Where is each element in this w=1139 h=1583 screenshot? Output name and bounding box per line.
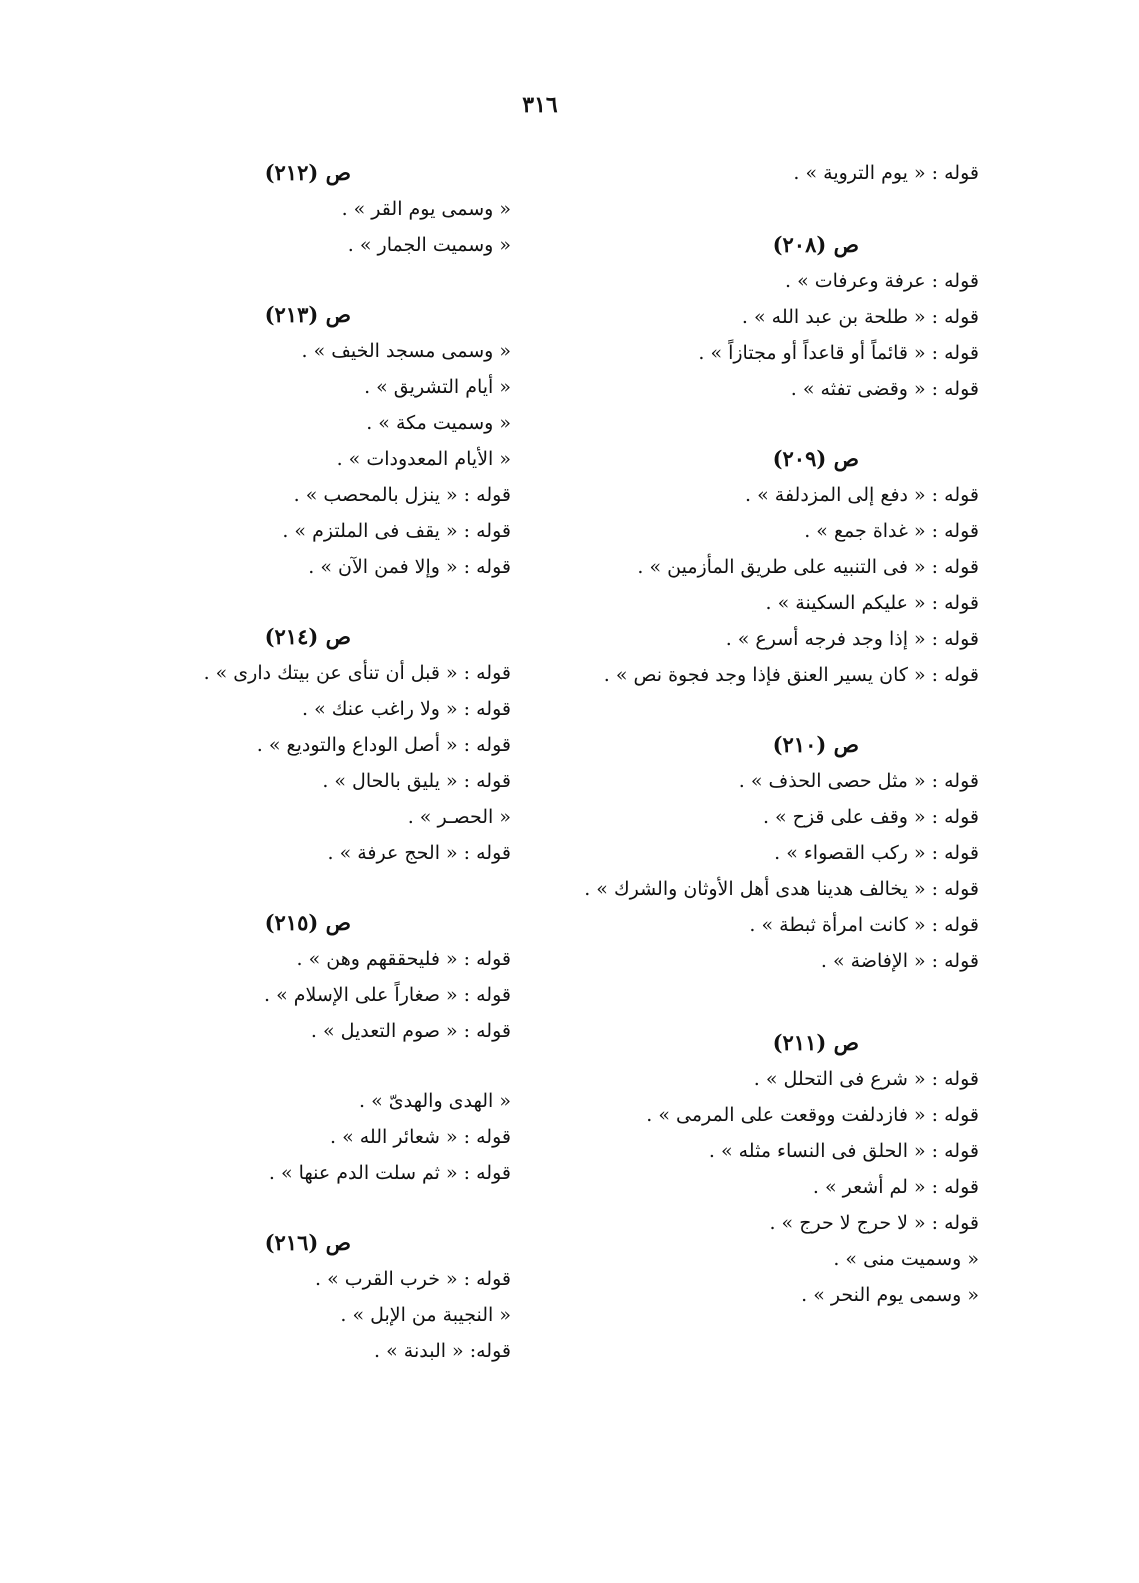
- entry-line: قوله : « صغاراً على الإسلام » .: [264, 984, 511, 1006]
- section-heading-211: ص (٢١١): [772, 1030, 859, 1055]
- entry-line: قوله : « شرع فى التحلل » .: [753, 1068, 979, 1090]
- entry-line: « الحصـر » .: [407, 806, 511, 828]
- entry-line: قوله : « كانت امرأة ثبطة » .: [749, 914, 979, 936]
- entry-line: قوله : « لم أشعر » .: [812, 1176, 979, 1198]
- section-heading-215: ص (٢١٥): [264, 910, 351, 935]
- entry-line: قوله : « قائماً أو قاعداً أو مجتازاً » .: [698, 342, 979, 364]
- entry-line: « الهدى والهدىّ » .: [359, 1090, 511, 1112]
- entry-line: قوله : « ينزل بالمحصب » .: [293, 484, 511, 506]
- entry-line: قوله : « فى التنبيه على طريق المأزمين » .: [637, 556, 979, 578]
- intro-line: قوله : « يوم التروية » .: [793, 162, 979, 184]
- entry-line: « وسميت الجمار » .: [347, 234, 511, 256]
- entry-line: قوله : « يخالف هدينا هدى أهل الأوثان والشرك » .: [584, 878, 979, 900]
- left-column: [151, 155, 511, 1369]
- entry-line: قوله : « يقف فى الملتزم » .: [282, 520, 511, 542]
- entry-line: قوله : « قبل أن تنأى عن بيتك دارى » .: [203, 662, 511, 684]
- entry-line: قوله : « فازدلفت ووقعت على المرمى » .: [646, 1104, 979, 1126]
- section-heading-213: ص (٢١٣): [264, 302, 351, 327]
- entry-line: قوله : « وقف على قزح » .: [762, 806, 979, 828]
- page-number: ٣١٦: [522, 92, 558, 118]
- entry-line: « وسميت منى » .: [833, 1248, 979, 1270]
- entry-line: قوله : « دفع إلى المزدلفة » .: [745, 484, 979, 506]
- entry-line: قوله : « خرب القرب » .: [315, 1268, 511, 1290]
- entry-line: قوله : عرفة وعرفات » .: [785, 270, 979, 292]
- entry-line: « وسمى يوم النحر » .: [801, 1284, 979, 1306]
- entry-line: قوله : « عليكم السكينة » .: [765, 592, 979, 614]
- section-heading-212: ص (٢١٢): [264, 160, 351, 185]
- entry-line: قوله : « كان يسير العنق فإذا وجد فجوة نص » .: [603, 664, 979, 686]
- section-heading-214: ص (٢١٤): [264, 624, 351, 649]
- entry-line: « أيام التشريق » .: [364, 376, 511, 398]
- section-heading-210: ص (٢١٠): [772, 732, 859, 757]
- entry-line: « وسميت مكة » .: [366, 412, 511, 434]
- entry-line: « وسمى يوم القر » .: [341, 198, 511, 220]
- entry-line: قوله : « مثل حصى الحذف » .: [738, 770, 979, 792]
- entry-line: قوله : « ركب القصواء » .: [774, 842, 979, 864]
- entry-line: قوله : « لا حرج لا حرج » .: [769, 1212, 979, 1234]
- entry-line: قوله : « غداة جمع » .: [804, 520, 979, 542]
- entry-line: « وسمى مسجد الخيف » .: [301, 340, 511, 362]
- section-heading-216: ص (٢١٦): [264, 1230, 351, 1255]
- entry-line: قوله : « ثم سلت الدم عنها » .: [268, 1162, 511, 1184]
- entry-line: قوله : « طلحة بن عبد الله » .: [741, 306, 979, 328]
- entry-line: قوله : « فليحققهم وهن » .: [296, 948, 511, 970]
- entry-line: قوله : « يليق بالحال » .: [322, 770, 511, 792]
- entry-line: « الأيام المعدودات » .: [336, 448, 511, 470]
- entry-line: قوله : « الحج عرفة » .: [327, 842, 511, 864]
- entry-line: قوله : « ولا راغب عنك » .: [302, 698, 511, 720]
- section-heading-208: ص (٢٠٨): [772, 232, 859, 257]
- entry-line: قوله : « وقضى تفثه » .: [790, 378, 979, 400]
- entry-line: « النجيبة من الإبل » .: [340, 1304, 511, 1326]
- entry-line: قوله : « صوم التعديل » .: [310, 1020, 511, 1042]
- entry-line: قوله : « إذا وجد فرجه أسرع » .: [725, 628, 979, 650]
- entry-line: قوله : « الحلق فى النساء مثله » .: [708, 1140, 979, 1162]
- entry-line: قوله : « الإفاضة » .: [820, 950, 979, 972]
- entry-line: قوله : « وإلا فمن الآن » .: [308, 556, 511, 578]
- section-heading-209: ص (٢٠٩): [772, 446, 859, 471]
- right-column: [549, 155, 979, 1313]
- entry-line: قوله : « شعائر الله » .: [330, 1126, 511, 1148]
- entry-line: قوله : « أصل الوداع والتوديع » .: [256, 734, 511, 756]
- entry-line: قوله: « البدنة » .: [374, 1340, 511, 1362]
